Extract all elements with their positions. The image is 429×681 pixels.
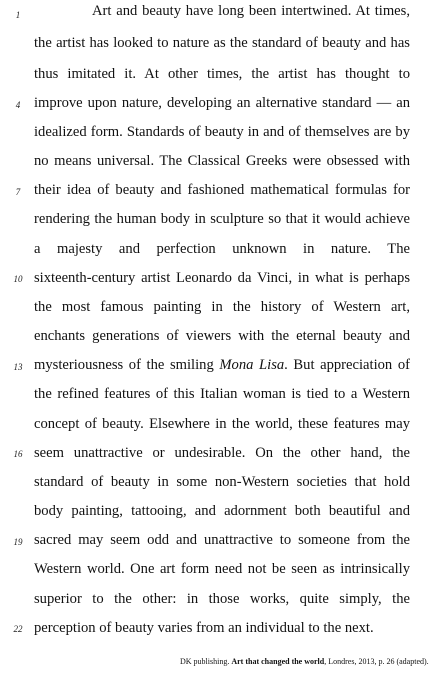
artwork-title: Mona Lisa <box>219 357 285 373</box>
passage-line: the artist has looked to nature as the standard of beauty and has <box>34 35 410 51</box>
line-number: 22 <box>13 624 23 634</box>
citation-title: Art that changed the world <box>231 657 325 666</box>
line-number: 4 <box>15 100 21 110</box>
passage-line: no means universal. The Classical Greeks were obsessed with <box>34 153 410 169</box>
passage-line: sixteenth-century artist Leonardo da Vinci, in what is perhaps <box>34 270 410 286</box>
passage-line: Western world. One art form need not be seen as intrinsically <box>34 561 410 577</box>
line-number: 13 <box>13 362 23 372</box>
passage-line: a majesty and perfection unknown in nature. The <box>34 241 410 257</box>
passage-line: seem unattractive or undesirable. On the other hand, the <box>34 445 410 461</box>
passage-line: the refined features of this Italian woman is tied to a Western <box>34 386 410 402</box>
line-number: 7 <box>15 187 21 197</box>
passage-line: improve upon nature, developing an alternative standard — an <box>34 95 410 111</box>
passage-line: rendering the human body in sculpture so that it would achieve <box>34 211 410 227</box>
passage-text: mysteriousness of the smiling <box>34 357 220 373</box>
passage-line: the most famous painting in the history of Western art, <box>34 299 410 315</box>
passage-line: thus imitated it. At other times, the artist has thought to <box>34 66 410 82</box>
line-number: 16 <box>13 449 23 459</box>
passage-line: perception of beauty varies from an individual to the next. <box>34 620 374 636</box>
passage-line: idealized form. Standards of beauty in and of themselves are by <box>34 124 410 140</box>
passage-line <box>34 354 410 376</box>
passage-line: concept of beauty. Elsewhere in the world, these features may <box>34 416 410 432</box>
line-number: 10 <box>13 274 23 284</box>
passage-line: Art and beauty have long been intertwined. At times, <box>92 3 410 19</box>
source-citation <box>180 656 429 668</box>
passage-line: superior to the other: in those works, quite simply, the <box>34 591 410 607</box>
line-number: 19 <box>13 537 23 547</box>
passage-line: enchants generations of viewers with the eternal beauty and <box>34 328 410 344</box>
citation-publisher: DK publishing. <box>180 657 232 666</box>
passage-line: sacred may seem odd and unattractive to someone from the <box>34 532 410 548</box>
passage-text: . But appreciation of <box>284 357 410 373</box>
passage-line: standard of beauty in some non-Western societies that hold <box>34 474 410 490</box>
passage-line: body painting, tattooing, and adornment both beautiful and <box>34 503 410 519</box>
line-number: 1 <box>15 10 21 20</box>
passage-line: their idea of beauty and fashioned mathematical formulas for <box>34 182 410 198</box>
citation-details: , Londres, 2013, p. 26 (adapted). <box>324 657 429 666</box>
